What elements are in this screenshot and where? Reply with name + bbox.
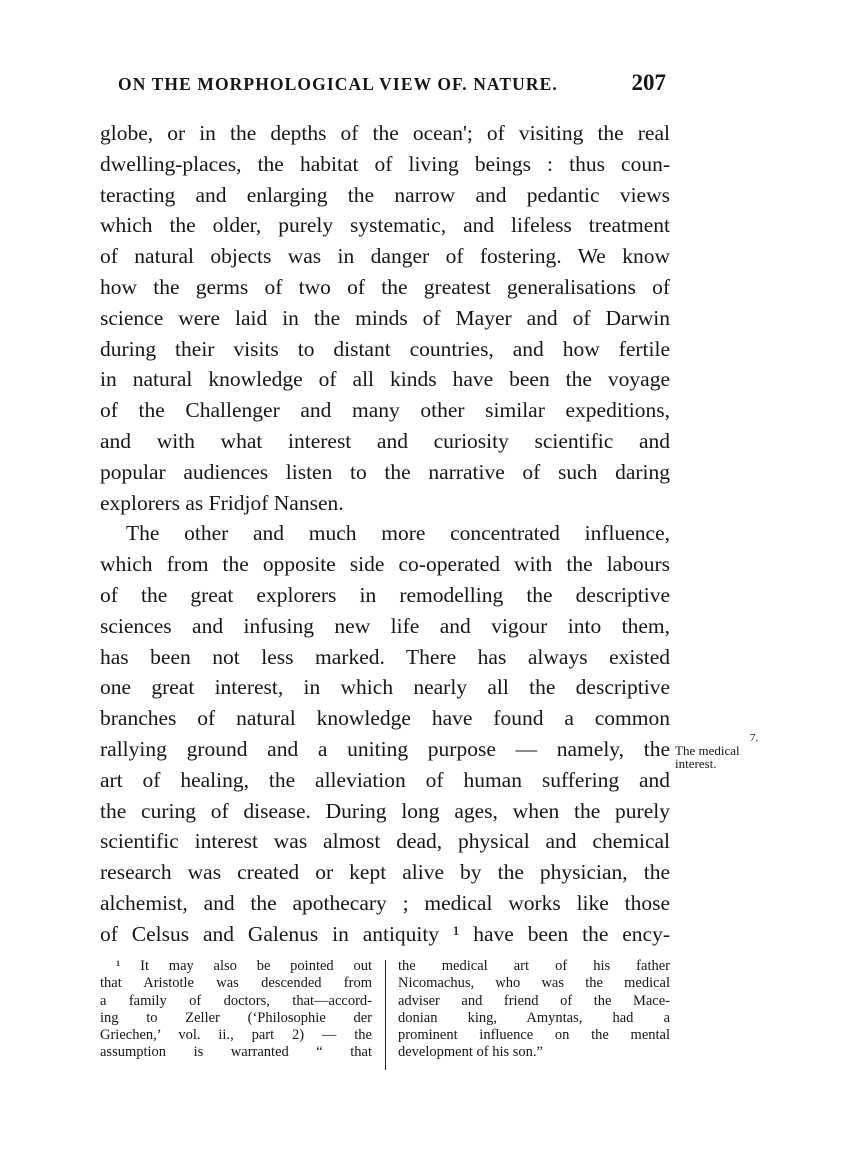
text-line: teracting and enlarging the narrow and pedantic views <box>100 182 670 207</box>
footnote-line: Griechen,’ vol. ii., part 2) — the <box>100 1027 372 1044</box>
text-line: rallying ground and a uniting purpose — namely, the <box>100 736 670 761</box>
footnote-line: assumption is warranted “ that <box>100 1044 372 1061</box>
footnotes <box>100 958 670 1078</box>
text-line: of the Challenger and many other similar expeditions, <box>100 398 670 423</box>
footnote-column-right <box>398 958 670 1062</box>
running-title: ON THE MORPHOLOGICAL VIEW OF. NATURE. <box>118 74 558 94</box>
page-number: 207 <box>631 70 666 95</box>
sidenote-text: interest. <box>675 756 717 771</box>
text-line: popular audiences listen to the narrative of such daring <box>100 459 670 484</box>
text-line: in natural knowledge of all kinds have been the voyage <box>100 367 670 392</box>
text-line: how the germs of two of the greatest generalisations of <box>100 274 670 299</box>
body-text <box>100 118 670 950</box>
footnote-line: development of his son.” <box>398 1044 543 1061</box>
text-line: has been not less marked. There has always existed <box>100 644 670 669</box>
text-line: of the great explorers in remodelling the descriptive <box>100 582 670 607</box>
text-line: which the older, purely systematic, and lifeless treatment <box>100 213 670 238</box>
footnote-line: the medical art of his father <box>398 958 670 974</box>
text-line: explorers as Fridjof Nansen. <box>100 490 344 515</box>
footnote-column-left <box>100 958 372 1062</box>
text-line: branches of natural knowledge have found a common <box>100 706 670 731</box>
text-line: one great interest, in which nearly all the descriptive <box>100 675 670 700</box>
footnote-line: adviser and friend of the Mace- <box>398 992 670 1009</box>
footnote-column-divider <box>385 960 386 1070</box>
text-line: which from the opposite side co-operated with the labours <box>100 552 670 577</box>
text-line: The other and much more concentrated influence, <box>126 521 670 546</box>
footnote-line: ¹ It may also be pointed out <box>116 958 372 974</box>
text-line: during their visits to distant countries, and how fertile <box>100 336 670 361</box>
text-line: scientific interest was almost dead, physical and chemical <box>100 829 670 854</box>
text-line: art of healing, the alleviation of human suffering and <box>100 767 670 792</box>
text-line: alchemist, and the apothecary ; medical works like those <box>100 890 670 915</box>
running-head <box>100 70 670 100</box>
footnote-line: donian king, Amyntas, had a <box>398 1009 670 1026</box>
footnote-line: Nicomachus, who was the medical <box>398 975 670 992</box>
text-line: and with what interest and curiosity scientific and <box>100 428 670 453</box>
footnote-line: a family of doctors, that—accord- <box>100 992 372 1009</box>
footnote-line: that Aristotle was descended from <box>100 975 372 992</box>
text-line: of Celsus and Galenus in antiquity ¹ have been the ency- <box>100 921 670 946</box>
text-line: research was created or kept alive by the physician, the <box>100 860 670 885</box>
text-line: of natural objects was in danger of fostering. We know <box>100 244 670 269</box>
footnote-line: prominent influence on the mental <box>398 1027 670 1044</box>
sidenote-text: The medical <box>675 743 740 758</box>
text-line: science were laid in the minds of Mayer and of Darwin <box>100 305 670 330</box>
text-line: the curing of disease. During long ages, when the purely <box>100 798 670 823</box>
footnote-line: ing to Zeller (‘Philosophie der <box>100 1009 372 1026</box>
text-line: sciences and infusing new life and vigour into them, <box>100 613 670 638</box>
text-line: globe, or in the depths of the ocean'; of visiting the real <box>100 121 670 145</box>
margin-sidenote <box>675 732 795 770</box>
sidenote-number: 7. <box>749 732 759 744</box>
text-line: dwelling-places, the habitat of living beings : thus coun- <box>100 151 670 176</box>
